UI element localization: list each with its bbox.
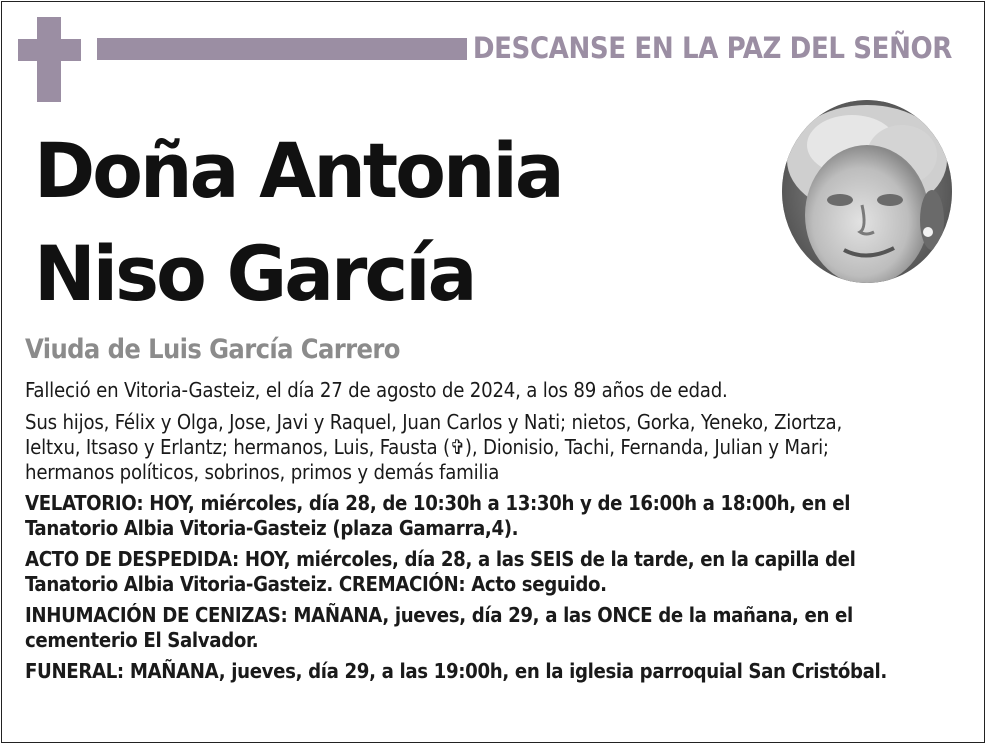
wake-info	[25, 491, 971, 541]
headline: DESCANSE EN LA PAZ DEL SEÑOR	[472, 31, 952, 65]
burial-line: INHUMACIÓN DE CENIZAS: MAÑANA, jueves, día 29, a las ONCE de la mañana, en el	[25, 603, 853, 627]
wake-line: VELATORIO: HOY, miércoles, día 28, de 10:30h a 13:30h y de 16:00h a 18:00h, en el	[25, 491, 851, 515]
header-rule	[97, 38, 467, 60]
burial-info	[25, 603, 971, 653]
notice-body	[25, 378, 971, 690]
family-statement	[25, 410, 971, 485]
portrait-photo	[782, 100, 952, 283]
farewell-info	[25, 547, 971, 597]
funeral-info	[25, 659, 971, 684]
subtitle-widow: Viuda de Luis García Carrero	[25, 334, 400, 365]
wake-line: Tanatorio Albia Vitoria-Gasteiz (plaza Gamarra,4).	[25, 516, 519, 540]
death-line: Falleció en Vitoria-Gasteiz, el día 27 de agosto de 2024, a los 89 años de edad.	[25, 378, 728, 402]
deceased-name-line1: Doña Antonia	[34, 126, 562, 215]
farewell-line: Tanatorio Albia Vitoria-Gasteiz. CREMACIÓN: Acto seguido.	[25, 572, 607, 596]
cross-icon-arm	[18, 39, 81, 61]
burial-line: cementerio El Salvador.	[25, 628, 259, 652]
funeral-line: FUNERAL: MAÑANA, jueves, día 29, a las 19:00h, en la iglesia parroquial San Cristóbal.	[25, 659, 887, 683]
family-line: Ieltxu, Itsaso y Erlantz; hermanos, Luis, Fausta (✞), Dionisio, Tachi, Fernanda, Julian y Mari;	[25, 435, 829, 459]
family-line: hermanos políticos, sobrinos, primos y demás familia	[25, 460, 500, 484]
deceased-name-line2: Niso García	[34, 229, 475, 318]
death-statement	[25, 378, 971, 403]
family-line: Sus hijos, Félix y Olga, Jose, Javi y Raquel, Juan Carlos y Nati; nietos, Gorka, Yeneko, Ziortza,	[25, 410, 843, 434]
farewell-line: ACTO DE DESPEDIDA: HOY, miércoles, día 28, a las SEIS de la tarde, en la capilla del	[25, 547, 856, 571]
